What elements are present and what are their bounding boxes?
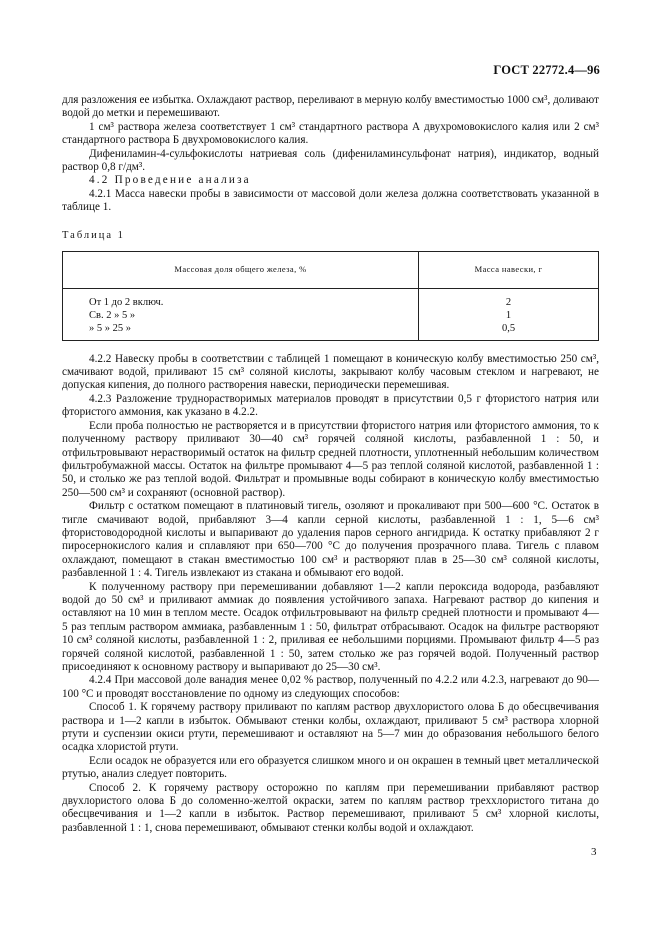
- mass-table: [62, 251, 599, 341]
- paragraph: 4.2.2 Навеску пробы в соответствии с таблицей 1 помещают в коническую колбу вместимостью 250 см³, смачивают водой, приливают 15 см³ соляной кислоты, закрывают колбу часовым стеклом и нагревают, не допуская кипения, до полного растворения навески, периодически перемешивая.: [62, 352, 599, 392]
- paragraph: Способ 1. К горячему раствору приливают по каплям раствор двухлористого олова Б до обесцвечивания раствора и 1—2 капли в избыток. Обмывают стенки колбы, охлаждают, приливают 5 см³ раствора хлорной ртути и суспензии окиси ртути, перемешивают и оставляют на 5—7 мин до образования небольшого белого осадка хлористой ртути.: [62, 701, 599, 754]
- table-mass-cell: [419, 289, 599, 341]
- paragraph: Если осадок не образуется или его образуется слишком много и он окрашен в темный цвет металлической ртутью, анализ следует повторить.: [62, 754, 599, 781]
- page-number: 3: [591, 846, 597, 858]
- table-mass-value: 0,5: [501, 323, 516, 335]
- paragraph: 4.2.1 Масса навески пробы в зависимости от массовой доли железа должна соответствовать указанной в таблице 1.: [62, 187, 599, 214]
- section-heading: 4.2 Проведение анализа: [89, 174, 251, 187]
- table-header-iron-fraction: Массовая доля общего железа, %: [63, 252, 419, 289]
- table-header-sample-mass: Масса навески, г: [419, 252, 599, 289]
- table-range-value: От 1 до 2 включ.: [89, 297, 164, 309]
- table-range-value: » 5 » 25 »: [89, 323, 131, 335]
- table-body-row: [63, 289, 599, 341]
- paragraph: Способ 2. К горячему раствору осторожно по каплям при перемешивании прибавляют раствор двухлористого олова Б до соломенно-желтой окраски, затем по каплям раствор треххлористого титана до обесцвечивания и 1—2 капли в избыток. Раствор перемешивают, приливают 5 см³ хлорной кислоты, разбавленной 1 : 1, снова перемешивают, обмывают стенки колбы водой и охлаждают.: [62, 781, 599, 834]
- paragraph: Если проба полностью не растворяется и в присутствии фтористого натрия или фтористого аммония, то к полученному раствору приливают 30—40 см³ горячей соляной кислоты, разбавленной 1 : 50, и отфильтровывают нерастворимый остаток на фильтр средней плотности, уплотненный небольшим количеством фильтробумажной массы. Остаток на фильтре промывают 4—5 раз теплой соляной кислотой, разбавленной 1 : 50, и столько же раз теплой водой. Фильтрат и промывные воды собирают в коническую колбу вместимостью 250—500 см³ и сохраняют (основной раствор).: [62, 419, 599, 499]
- paragraph: 4.2.3 Разложение труднорастворимых материалов проводят в присутствии 0,5 г фтористого натрия или фтористого аммония, как указано в 4.2.2.: [62, 392, 599, 419]
- table-mass-value: 2: [505, 297, 512, 309]
- paragraph: 1 см³ раствора железа соответствует 1 см³ стандартного раствора А двухромовокислого калия или 2 см³ стандартного раствора Б двухромовокислого калия.: [62, 120, 599, 147]
- document-body: [62, 94, 599, 835]
- table-mass-value: 1: [505, 310, 512, 322]
- document-code: ГОСТ 22772.4—96: [493, 63, 600, 77]
- table-range-value: Св. 2 » 5 »: [89, 310, 136, 322]
- paragraph: К полученному раствору при перемешивании добавляют 1—2 капли пероксида водорода, разбавляют водой до 50 см³ и приливают аммиак до появления устойчивого запаха. Нагревают раствор до кипения и оставляют на 10 мин в теплом месте. Осадок отфильтровывают на фильтр средней плотности и промывают 4—5 раз теплым раствором аммиака, разбавленным 1 : 50, фильтрат отбрасывают. Осадок на фильтре растворяют 10 см³ соляной кислоты, разбавленной 1 : 2, приливая ее небольшими порциями. Промывают фильтр 4—5 раз горячей соляной кислотой, разбавленной 1 : 50, затем столько же раз горячей водой. Полученный раствор присоединяют к основному раствору и выпаривают до 25—30 см³.: [62, 580, 599, 674]
- paragraph: 4.2.4 При массовой доле ванадия менее 0,02 % раствор, полученный по 4.2.2 или 4.2.3, нагревают до 90—100 °С и проводят восстановление по одному из следующих способов:: [62, 674, 599, 700]
- paragraph: для разложения ее избытка. Охлаждают раствор, переливают в мерную колбу вместимостью 1000 см³, доливают водой до метки и перемешивают.: [62, 94, 599, 120]
- table-range-cell: [63, 289, 419, 341]
- table-header-row: [63, 252, 599, 289]
- paragraph: Дифениламин-4-сульфокислоты натриевая соль (дифениламинсульфонат натрия), индикатор, водный раствор 0,8 г/дм³.: [62, 147, 599, 174]
- paragraph: Фильтр с остатком помещают в платиновый тигель, озоляют и прокаливают при 500—600 °С. Остаток в тигле смачивают водой, прибавляют 3—4 капли серной кислоты, разбавленной 1 : 1, 5—6 см³ фтористоводородной кислоты и выпаривают до удаления паров серного ангидрида. К остатку прибавляют 2 г пиросернокислого калия и сплавляют при 650—700 °С до получения прозрачного плава. Тигель с плавом охлаждают, помещают в стакан вместимостью 100 см³ и растворяют плав в 25—30 см³ соляной кислоты, разбавленной 1 : 4. Тигель извлекают из стакана и обмывают его водой.: [62, 500, 599, 580]
- table-caption: Таблица 1: [62, 229, 125, 241]
